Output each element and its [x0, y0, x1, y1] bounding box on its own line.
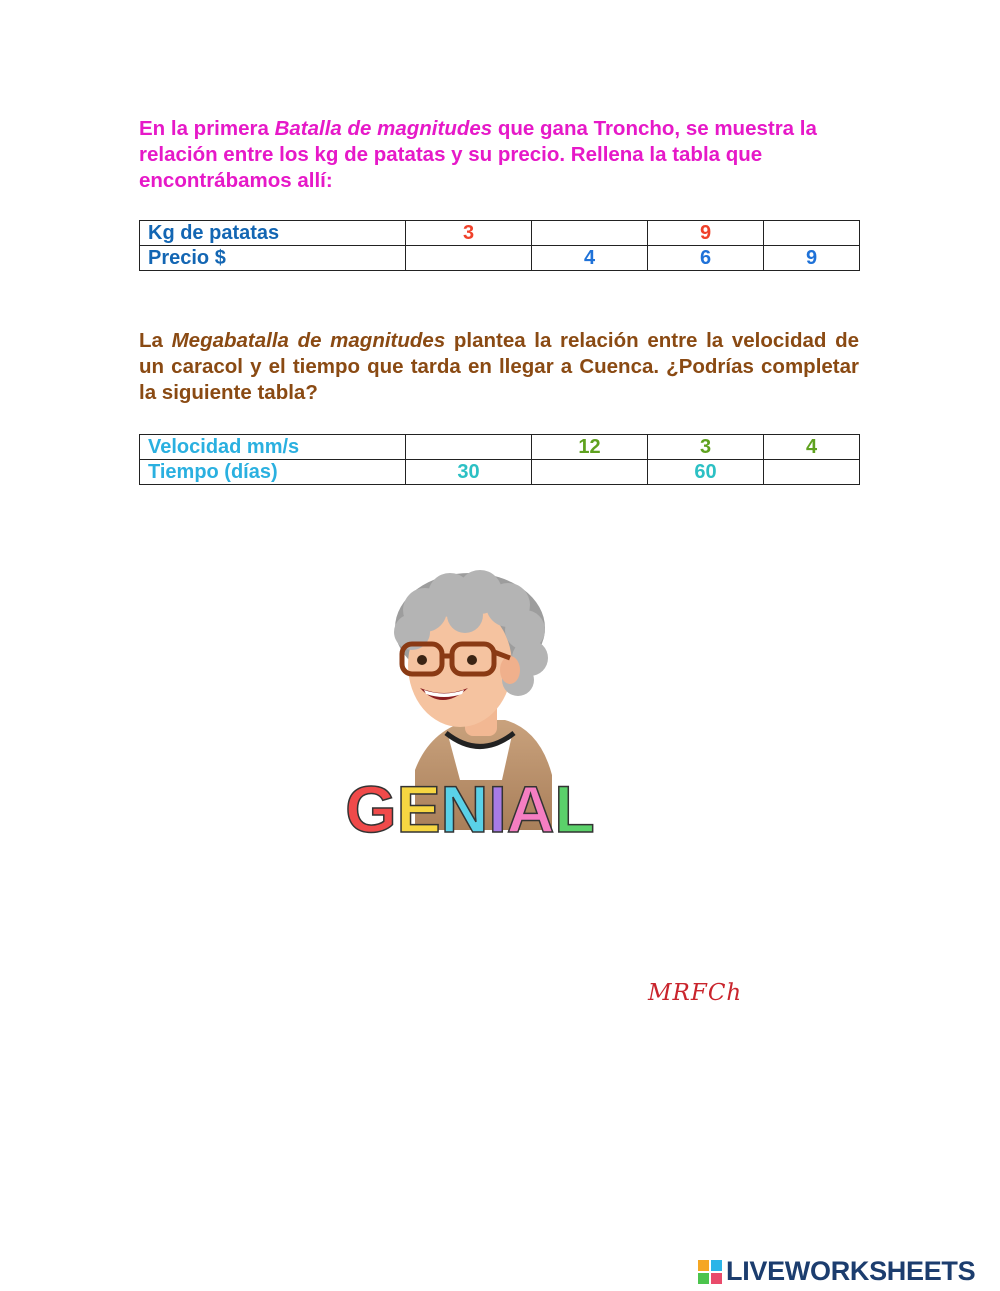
potatoes-price-table [139, 220, 860, 271]
author-signature: MRFCh [648, 980, 743, 1006]
answer-cell[interactable] [406, 246, 532, 271]
answer-cell[interactable] [532, 221, 648, 246]
liveworksheets-logo[interactable] [698, 1256, 975, 1287]
table-cell: 4 [532, 246, 648, 271]
answer-cell[interactable] [764, 221, 860, 246]
table-cell: 4 [764, 435, 860, 460]
answer-cell[interactable] [406, 435, 532, 460]
answer-cell[interactable] [764, 460, 860, 485]
row-label-precio: Precio $ [140, 246, 406, 271]
table-cell: 12 [532, 435, 648, 460]
instructions-paragraph-2: La Megabatalla de magnitudes plantea la relación entre la velocidad de un caracol y el tiempo que tarda en llegar a Cuenca. ¿Podrías completar la siguiente tabla? [139, 329, 859, 404]
table-row [140, 221, 860, 246]
liveworksheets-badge-icon [698, 1260, 722, 1284]
table-cell: 9 [648, 221, 764, 246]
row-label-velocidad: Velocidad mm/s [140, 435, 406, 460]
snail-speed-table [139, 434, 860, 485]
row-label-kg: Kg de patatas [140, 221, 406, 246]
table-cell: 3 [648, 435, 764, 460]
row-label-tiempo: Tiempo (días) [140, 460, 406, 485]
table-cell: 60 [648, 460, 764, 485]
table-row [140, 435, 860, 460]
genial-caption: GENIAL [345, 772, 595, 846]
table-cell: 9 [764, 246, 860, 271]
teacher-avatar [320, 570, 620, 850]
table-cell: 3 [406, 221, 532, 246]
answer-cell[interactable] [532, 460, 648, 485]
table-row [140, 246, 860, 271]
table-cell: 30 [406, 460, 532, 485]
table-row [140, 460, 860, 485]
table-cell: 6 [648, 246, 764, 271]
ear-shape [500, 656, 520, 684]
liveworksheets-name: LIVEWORKSHEETS [726, 1256, 976, 1286]
instructions-paragraph-1: En la primera Batalla de magnitudes que gana Troncho, se muestra la relación entre los kg de patatas y su precio. Rellena la tabla que encontrábamos allí: [139, 117, 817, 192]
